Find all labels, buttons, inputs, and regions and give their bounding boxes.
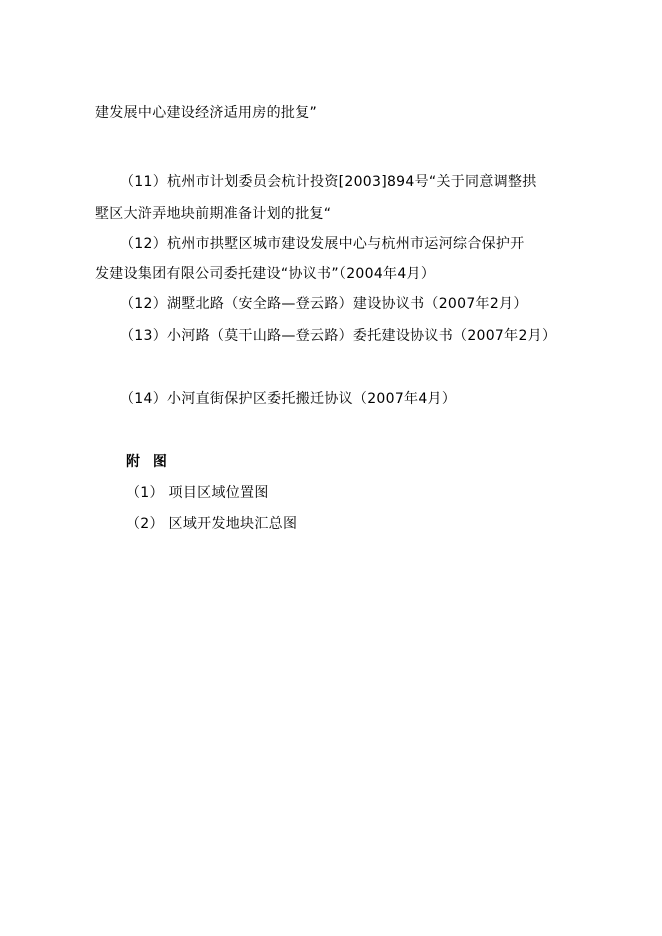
- list-item-11-line1: （11）杭州市计划委员会杭计投资[2003]894号“关于同意调整拱: [120, 174, 537, 190]
- appendix-item-2: （2） 区域开发地块汇总图: [126, 516, 298, 532]
- list-item-12a-line2: 发建设集团有限公司委托建设“协议书”（2004年4月）: [95, 266, 436, 282]
- appendix-item-1: （1） 项目区域位置图: [126, 485, 269, 501]
- appendix-heading: 附 图: [126, 454, 171, 470]
- list-item-13: （13）小河路（莫干山路—登云路）委托建设协议书（2007年2月）: [120, 328, 557, 344]
- list-item-12a-line1: （12）杭州市拱墅区城市建设发展中心与杭州市运河综合保护开: [120, 236, 525, 252]
- continuation-line: 建发展中心建设经济适用房的批复”: [95, 105, 318, 121]
- list-item-14: （14）小河直街保护区委托搬迁协议（2007年4月）: [120, 391, 457, 407]
- list-item-11-line2: 墅区大浒弄地块前期准备计划的批复“: [95, 206, 332, 222]
- list-item-12b: （12）湖墅北路（安全路—登云路）建设协议书（2007年2月）: [120, 296, 528, 312]
